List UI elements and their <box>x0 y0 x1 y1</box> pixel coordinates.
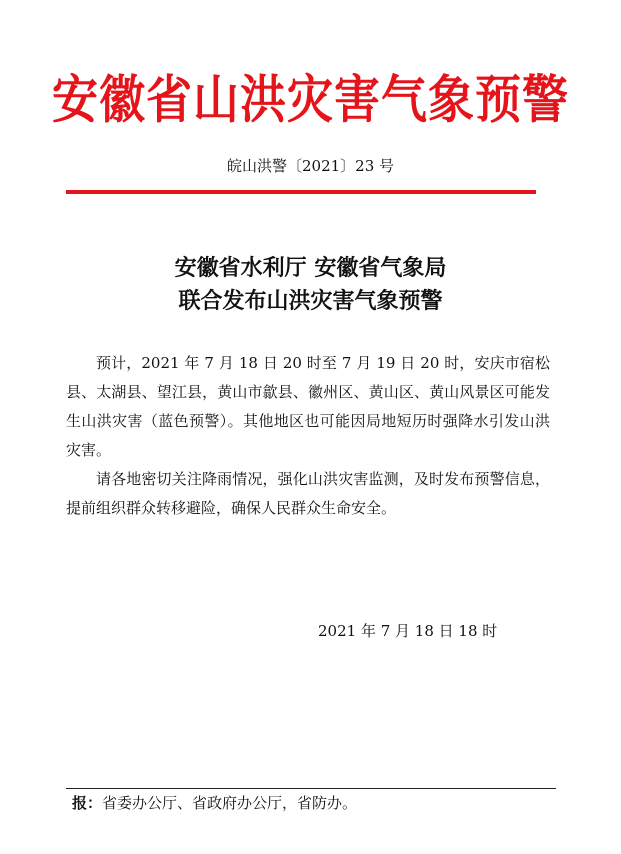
body-paragraph: 请各地密切关注降雨情况，强化山洪灾害监测，及时发布预警信息，提前组织群众转移避险，确保人民群众生命安全。 <box>66 470 550 517</box>
masthead-title: 安徽省山洪灾害气象预警 <box>52 69 569 130</box>
distribution-recipients: 省委办公厅、省政府办公厅，省防办。 <box>102 794 358 812</box>
footer-divider-line <box>66 788 556 789</box>
document-body <box>66 349 550 523</box>
distribution-list <box>72 793 357 813</box>
document-title-line-1: 安徽省水利厅 安徽省气象局 <box>174 256 447 281</box>
distribution-label: 报： <box>72 794 103 812</box>
red-divider-line <box>66 190 536 194</box>
body-paragraph: 预计，2021 年 7 月 18 日 20 时至 7 月 19 日 20 时，安庆市宿松县、太湖县、望江县，黄山市歙县、徽州区、黄山区、黄山风景区可能发生山洪灾害（蓝色预警）。其他地区也可能因局地短历时强降水引发山洪灾害。 <box>66 354 550 459</box>
document-title-line-2: 联合发布山洪灾害气象预警 <box>178 289 443 314</box>
issue-date: 2021 年 7 月 18 日 18 时 <box>318 622 498 640</box>
document-number: 皖山洪警〔2021〕23 号 <box>226 157 395 175</box>
